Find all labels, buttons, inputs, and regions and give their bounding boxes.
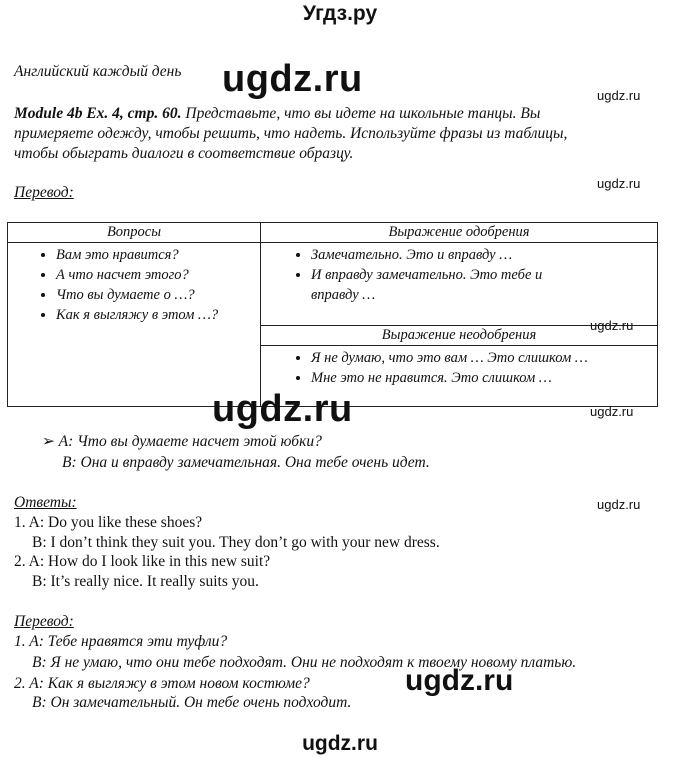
task-reference: Module 4b Ex. 4, стр. 60. (14, 105, 182, 122)
task-line-3: чтобы обыграть диалоги в соответствие образцу. (14, 145, 354, 162)
example-line-2: B: Она и вправду замечательная. Она тебе очень идет. (62, 454, 430, 471)
translation-line: B: Я не умаю, что они тебе подходят. Они не подходят к твоему новому платью. (32, 654, 577, 671)
list-item-text: И вправду замечательно. Это тебе и (311, 267, 543, 283)
approval-list (261, 245, 657, 305)
footer-watermark: ugdz.ru (302, 732, 378, 755)
translation-line: 1. A: Тебе нравятся эти туфли? (14, 633, 228, 650)
answers-heading: Ответы: (14, 494, 77, 511)
watermark: ugdz.ru (590, 404, 634, 419)
answer-line: 2. A: How do I look like in this new suit? (14, 553, 271, 570)
watermark: ugdz.ru (597, 176, 641, 191)
list-item: • Как я выгляжу в этом …? (56, 305, 260, 325)
translation-heading: Перевод: (14, 184, 74, 201)
watermark: ugdz.ru (212, 388, 353, 430)
translation-line: B: Он замечательный. Он тебе очень подходит. (32, 694, 352, 711)
questions-cell (8, 243, 261, 407)
answer-line: B: I don’t think they suit you. They don’t go with your new dress. (32, 534, 440, 551)
example-text: A: Что вы думаете насчет этой юбки? (58, 433, 322, 450)
phrases-table (7, 222, 658, 407)
questions-list (8, 245, 260, 325)
list-item (311, 265, 657, 305)
watermark: ugdz.ru (597, 88, 641, 103)
translation-line: 2. A: Как я выгляжу в этом новом костюме? (14, 675, 310, 692)
subject-label: Английский каждый день (14, 63, 182, 80)
example-line-1 (42, 432, 322, 452)
task-line-1 (14, 104, 664, 124)
task-line-2: примеряете одежду, чтобы решить, что надеть. Используйте фразы из таблицы, (14, 125, 568, 142)
list-item: • Вам это нравится? (56, 245, 260, 265)
arrow-bullet-icon: ➢ (42, 433, 55, 450)
list-item: • Я не думаю, что это вам … Это слишком … (311, 348, 657, 368)
watermark: ugdz.ru (405, 664, 514, 697)
approval-cell (261, 243, 658, 326)
watermark: ugdz.ru (597, 497, 641, 512)
list-item: • Замечательно. Это и вправду … (311, 245, 657, 265)
approval-header: Выражение одобрения (261, 223, 658, 243)
answer-line: B: It’s really nice. It really suits you. (32, 573, 259, 590)
list-item: • Мне это не нравится. Это слишком … (311, 368, 657, 388)
answer-line: 1. A: Do you like these shoes? (14, 514, 203, 531)
watermark: ugdz.ru (222, 58, 363, 100)
translation2-heading: Перевод: (14, 613, 74, 630)
disapproval-header: Выражение неодобрения (261, 326, 658, 346)
site-title: Угдз.ру (302, 2, 378, 25)
list-item-text: вправду … (311, 287, 376, 303)
list-item: • Что вы думаете о …? (56, 285, 260, 305)
disapproval-list (261, 348, 657, 388)
list-item: • А что насчет этого? (56, 265, 260, 285)
watermark: ugdz.ru (590, 318, 634, 333)
task-text: Представьте, что вы идете на школьные танцы. Вы (185, 105, 541, 122)
questions-header: Вопросы (8, 223, 261, 243)
